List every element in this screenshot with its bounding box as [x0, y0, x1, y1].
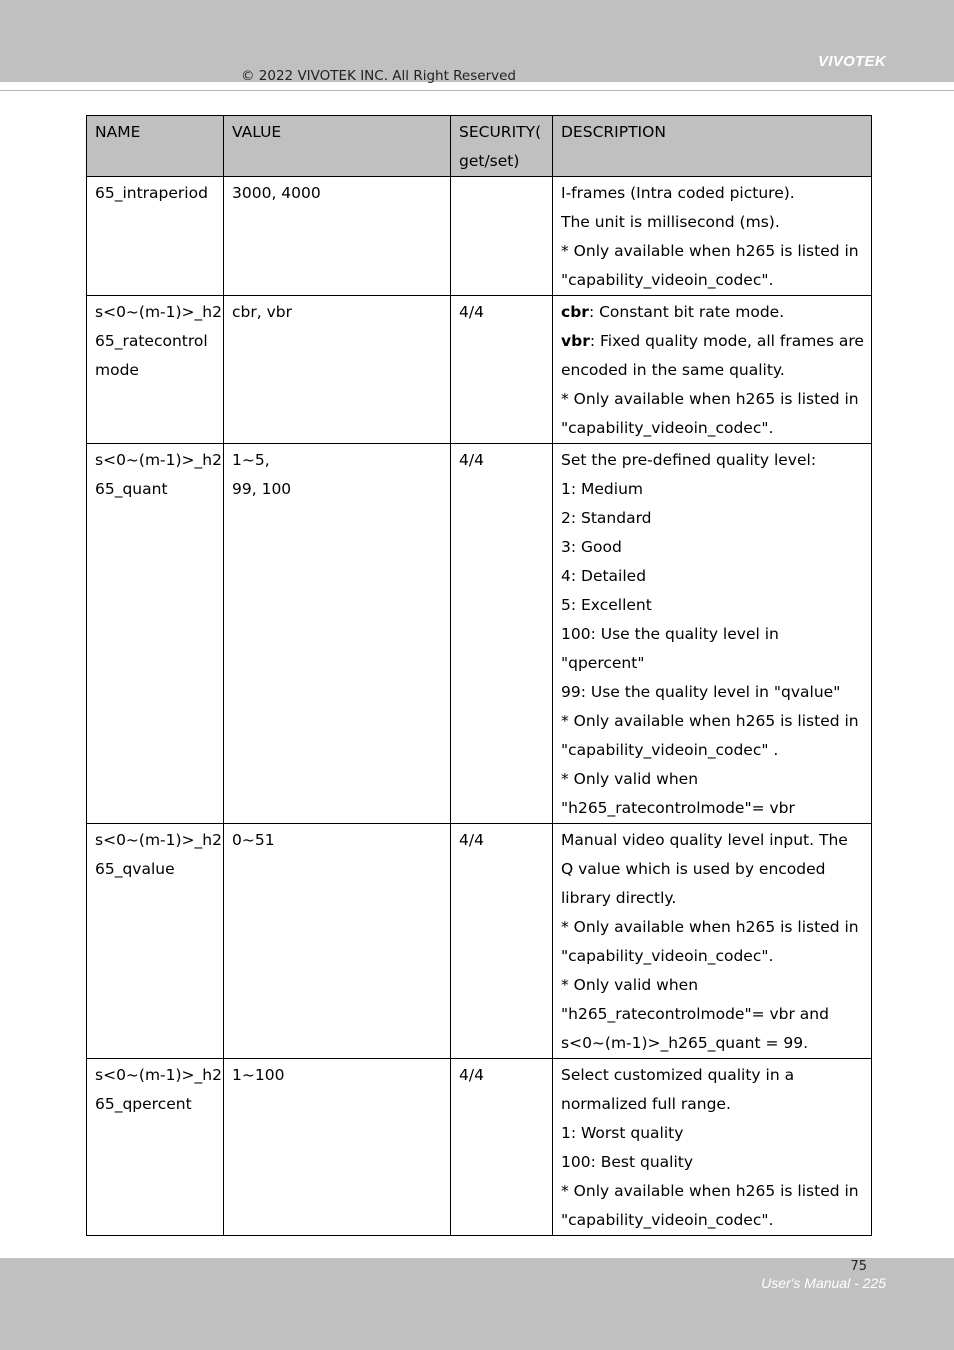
value-line: 0~51: [232, 831, 275, 849]
column-header-security: SECURITY( get/set): [451, 116, 553, 177]
description-text: * Only available when h265 is listed in: [561, 390, 859, 408]
cell-name: [87, 296, 224, 444]
cell-description: [553, 824, 872, 1059]
description-text: : Fixed quality mode, all frames are: [589, 332, 864, 350]
description-line: [561, 208, 863, 237]
description-text: encoded in the same quality.: [561, 361, 785, 379]
parameter-table: [86, 115, 872, 1236]
description-line: [561, 356, 863, 385]
name-line: s<0~(m-1)>_h2: [95, 451, 222, 469]
security-value: 4/4: [459, 831, 484, 849]
name-line: mode: [95, 361, 139, 379]
value-line: 1~100: [232, 1066, 285, 1084]
name-line: 65_qvalue: [95, 860, 175, 878]
description-text: Q value which is used by encoded: [561, 860, 826, 878]
cell-security: [451, 444, 553, 824]
name-line: s<0~(m-1)>_h2: [95, 303, 222, 321]
description-line: [561, 179, 863, 208]
cell-security: [451, 824, 553, 1059]
description-line: [561, 826, 863, 855]
description-line: [561, 446, 863, 475]
cell-value: [224, 824, 451, 1059]
page-number: 75: [850, 1259, 867, 1274]
description-text: * Only valid when: [561, 976, 699, 994]
cell-security: [451, 296, 553, 444]
description-text: * Only valid when: [561, 770, 699, 788]
description-text: I-frames (Intra coded picture).: [561, 184, 795, 202]
header-divider: [0, 90, 954, 91]
description-line: [561, 562, 863, 591]
description-text: "capability_videoin_codec".: [561, 419, 774, 437]
copyright-notice: © 2022 VIVOTEK INC. All Right Reserved: [241, 68, 516, 84]
description-line: [561, 884, 863, 913]
description-line: [561, 533, 863, 562]
value-line: cbr, vbr: [232, 303, 292, 321]
description-line: [561, 266, 863, 295]
name-line: 65_intraperiod: [95, 184, 208, 202]
description-text: "capability_videoin_codec".: [561, 947, 774, 965]
description-line: [561, 971, 863, 1000]
name-line: s<0~(m-1)>_h2: [95, 831, 222, 849]
description-line: [561, 913, 863, 942]
description-line: [561, 385, 863, 414]
cell-name: [87, 824, 224, 1059]
description-term: cbr: [561, 303, 589, 321]
description-line: [561, 620, 863, 649]
description-text: 1: Worst quality: [561, 1124, 684, 1142]
value-line: 99, 100: [232, 480, 292, 498]
description-text: library directly.: [561, 889, 677, 907]
description-line: [561, 414, 863, 443]
cell-name: [87, 444, 224, 824]
description-line: [561, 678, 863, 707]
description-text: "qpercent": [561, 654, 645, 672]
description-line: [561, 1061, 863, 1090]
cell-description: [553, 296, 872, 444]
value-line: 3000, 4000: [232, 184, 321, 202]
description-text: * Only available when h265 is listed in: [561, 1182, 859, 1200]
description-text: "h265_ratecontrolmode"= vbr: [561, 799, 795, 817]
description-text: Set the pre-defined quality level:: [561, 451, 817, 469]
description-text: "capability_videoin_codec".: [561, 271, 774, 289]
security-value: 4/4: [459, 451, 484, 469]
table-row: [87, 444, 872, 824]
cell-security: [451, 177, 553, 296]
cell-description: [553, 444, 872, 824]
table-row: [87, 177, 872, 296]
description-text: The unit is millisecond (ms).: [561, 213, 780, 231]
description-text: "h265_ratecontrolmode"= vbr and: [561, 1005, 829, 1023]
column-header-name: NAME: [87, 116, 224, 177]
description-line: [561, 475, 863, 504]
description-line: [561, 1000, 863, 1029]
description-text: 5: Excellent: [561, 596, 652, 614]
name-line: 65_qpercent: [95, 1095, 192, 1113]
column-header-description: DESCRIPTION: [553, 116, 872, 177]
cell-description: [553, 1059, 872, 1236]
name-line: 65_ratecontrol: [95, 332, 208, 350]
cell-security: [451, 1059, 553, 1236]
description-text: 3: Good: [561, 538, 622, 556]
cell-value: [224, 177, 451, 296]
description-line: [561, 794, 863, 823]
description-text: 99: Use the quality level in "qvalue": [561, 683, 841, 701]
table-row: [87, 296, 872, 444]
description-line: [561, 1148, 863, 1177]
name-line: s<0~(m-1)>_h2: [95, 1066, 222, 1084]
description-line: [561, 1119, 863, 1148]
description-line: [561, 327, 863, 356]
description-text: "capability_videoin_codec".: [561, 1211, 774, 1229]
description-line: [561, 765, 863, 794]
cell-description: [553, 177, 872, 296]
cell-value: [224, 1059, 451, 1236]
cell-name: [87, 1059, 224, 1236]
description-line: [561, 1206, 863, 1235]
description-text: : Constant bit rate mode.: [588, 303, 785, 321]
description-text: 2: Standard: [561, 509, 652, 527]
cell-value: [224, 444, 451, 824]
footer-band: [0, 1258, 954, 1350]
brand-logo-text: VIVOTEK: [818, 53, 886, 70]
cell-name: [87, 177, 224, 296]
description-line: [561, 707, 863, 736]
name-line: 65_quant: [95, 480, 168, 498]
description-text: 4: Detailed: [561, 567, 647, 585]
security-value: 4/4: [459, 1066, 484, 1084]
description-text: Manual video quality level input. The: [561, 831, 848, 849]
description-text: * Only available when h265 is listed in: [561, 712, 859, 730]
manual-page-label: User's Manual - 225: [761, 1275, 886, 1291]
description-line: [561, 1090, 863, 1119]
security-value: 4/4: [459, 303, 484, 321]
description-line: [561, 237, 863, 266]
table-row: [87, 1059, 872, 1236]
description-line: [561, 504, 863, 533]
description-line: [561, 855, 863, 884]
description-line: [561, 591, 863, 620]
description-line: [561, 649, 863, 678]
description-line: [561, 298, 863, 327]
description-text: 1: Medium: [561, 480, 643, 498]
column-header-value: VALUE: [224, 116, 451, 177]
description-line: [561, 1177, 863, 1206]
description-text: s<0~(m-1)>_h265_quant = 99.: [561, 1034, 809, 1052]
description-text: 100: Best quality: [561, 1153, 694, 1171]
description-text: * Only available when h265 is listed in: [561, 918, 859, 936]
description-line: [561, 736, 863, 765]
description-text: 100: Use the quality level in: [561, 625, 779, 643]
description-term: vbr: [561, 332, 590, 350]
table-row: [87, 824, 872, 1059]
description-text: "capability_videoin_codec" .: [561, 741, 779, 759]
description-text: normalized full range.: [561, 1095, 731, 1113]
value-line: 1~5,: [232, 451, 270, 469]
description-line: [561, 1029, 863, 1058]
description-text: Select customized quality in a: [561, 1066, 795, 1084]
cell-value: [224, 296, 451, 444]
table-header-row: [87, 116, 872, 177]
description-text: * Only available when h265 is listed in: [561, 242, 859, 260]
description-line: [561, 942, 863, 971]
